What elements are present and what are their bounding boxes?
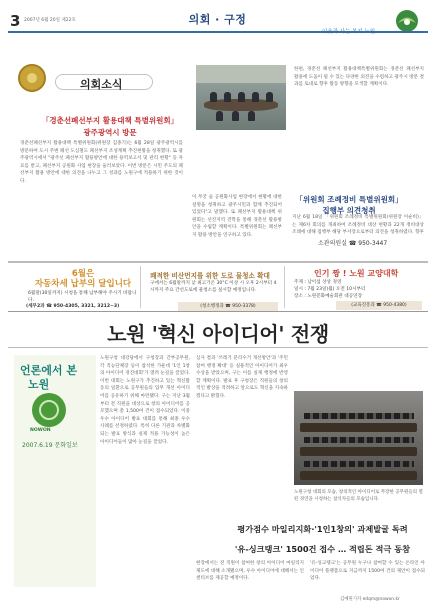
article-body-col3: 현장에서는 전 직원이 참여한 창의 아이디어 마일리지 제도에 대해 소개됐으며, 우수 아이디어에 대해서는 인센티브를 제공할 예정이다. bbox=[196, 561, 304, 582]
college-box-title: 인기 짱 ! 노원 교양대학 bbox=[314, 269, 399, 278]
press-logo-caption: NOWON bbox=[30, 428, 51, 433]
ordinance-body: 지난 6월 18일 「위원회 조례정비 특별위원회(위원장 이순희)」는 제6차 회의를 개최하여 조례정비 대상 현황과 22개 정비대상 조례에 대해 집행부 해당 부서장으로부터 의견을 청취하였다. 향후 bbox=[292, 215, 424, 236]
council-photo bbox=[294, 391, 423, 485]
page-number: 3 bbox=[10, 12, 21, 30]
tax-box-contact: (세무2과 ☎ 950-4305, 3321, 3212~3) bbox=[26, 304, 120, 309]
photo-caption: 노원구청 대회의 모습, 창의적인 아이디어로 무장한 공무원들의 열띤 경연을 시청하는 참석자들의 모습입니다. bbox=[294, 490, 423, 502]
press-date: 2007.6.19 문화일보 bbox=[22, 442, 78, 449]
article-headline: 노원 '혁신 아이디어' 전쟁 bbox=[107, 322, 329, 346]
ordinance-contact: 소관의원실 ☎ 950-3447 bbox=[318, 240, 388, 247]
council-emblem-icon bbox=[18, 64, 46, 92]
cleaning-box-title: 쾌적한 비산먼지를 위한 도로 물청소 확대 bbox=[150, 272, 270, 280]
nowon-circle-icon bbox=[32, 393, 66, 427]
sub-headline-1: 평가점수 마일리지화·'1인1창의' 과제발굴 독려 bbox=[237, 524, 408, 534]
box-divider bbox=[140, 266, 141, 308]
visit-title: 「경춘선폐선부지 활용대책 특별위원회」 광주광역시 방문 bbox=[41, 116, 179, 137]
cleaning-box-contact: (청소행정과 ☎ 950-3378) bbox=[178, 302, 278, 311]
article-body-col2: 심사 결과 '쓰레기 분리수거 개선방안'과 '주민 참여 행정 확대' 등 실용적인 아이디어가 최우수상을 받았으며, 구는 이를 실제 행정에 반영할 계획이다. 발표 후 구청장은 직원들의 창의적인 발상을 격려하고 앞으로도 혁신을 지속하겠다고 밝혔다. bbox=[196, 356, 288, 399]
headline-rule bbox=[8, 347, 428, 348]
list-item: 일시 : 7월 23일(월) 오전 10시부터 bbox=[294, 287, 366, 293]
tax-box-body: 6월말(30일까지) 시청을 통해 납부해야 주시기 바랍니다. bbox=[28, 291, 137, 304]
box-row-rule bbox=[8, 261, 428, 263]
list-item: 장소 : 노원문화예술회관 대공연장 bbox=[294, 294, 363, 300]
ordinance-title: 「위원회 조례정비 특별위원회」 집행부 의견청취 bbox=[295, 195, 403, 215]
headline-rule bbox=[8, 311, 428, 312]
press-nowon: 노원 bbox=[28, 378, 50, 391]
article-byline: 김예원기자 edqm@nowon.kr bbox=[340, 597, 400, 602]
section-heading: 의회소식 bbox=[80, 78, 123, 91]
article-body-col4: '유-싱크탱크'는 공무원 누구나 참여할 수 있는 온라인 아이디어 플랫폼으로 지금까지 1500여 건의 제안이 접수되었다. bbox=[310, 561, 425, 582]
visit-body: 경춘선폐선부지 활용대책 특별위원회(위원장 김종기)는 6월 28일 광주광역시를 방문하여 도시 주변 폐선 도심철도 폐선부지 조성계획 추진현황을 청취했다. 또 광주광역시에서 "광주선 폐선부지 활용방안에 대한 용역보고서 및 관리 현황" 등 자료를 받고, 폐선부지 공원화 사업 현장을 둘러보았다. 이번 방문은 시민 주도의 폐선부지 활용 방안에 대한 의견을 나누고 그 성과를 노원구에 적용하기 위한 것이다. bbox=[20, 141, 183, 184]
issue-date: 2007년 6월 20일 제22호 bbox=[24, 18, 76, 23]
section-title: 의회 · 구정 bbox=[188, 13, 247, 26]
cleaning-box-body: 구에서는 6월말까지 낮 최고기온 30°C 이상 시 오후 2시부터 4시까지 주요 간선도로에 물청소를 실시할 예정입니다. bbox=[150, 281, 277, 294]
tax-box-title: 6월은 자동차세 납부의 달입니다 bbox=[34, 269, 132, 289]
list-item: 주제 : 남이섬 상상 경영 bbox=[294, 280, 342, 285]
college-box-contact: (교육진흥과 ☎ 950-4380) bbox=[336, 301, 422, 310]
press-sidebar bbox=[14, 355, 96, 587]
visit-body-col3: 한편, 경춘선 폐선부지 활용대책특별위원회는 경춘선 폐선부지 활용에 도움이 될 수 있는 다양한 의견을 수렴하고 광주시 방문 결과를 토대로 향후 활동 방향을 모색할 계획이다. bbox=[294, 67, 424, 88]
article-body-col1: 노원구청 대강당에서 구청장과 간부공무원, 각 직능단체장 등이 참석한 가운데 '1인 1창의 아이디어 경진대회'가 열려 눈길을 끌었다. 이번 대회는 노원구가 추진하고 있는 혁신활동의 일환으로 공무원들의 업무 개선 아이디어를 공유하기 위해 마련됐다. 구는 지난 3월부터 전 직원을 대상으로 창의 아이디어를 공모했으며 총 1,500여 건이 접수되었다. 이중 우수 아이디어 발표 대회를 통해 최종 우수 사례를 선정하였다. 특히 다른 기관과 차별화되는 발표 방식과 실제 적용 가능성이 높은 아이디어들이 많아 눈길을 끌었다. bbox=[100, 356, 190, 445]
sub-headline-2: '유-싱크탱크' 1500건 접수 … 적립돈 적극 동참 bbox=[234, 544, 411, 554]
press-title: 언론에서 본 bbox=[20, 364, 77, 377]
header-rule bbox=[8, 31, 428, 33]
visit-body-col2: 이 무궁 숲 공원화사업 현장에서 현황에 대한 설명을 청취하고 광주시민과 함께 추진되어 있었다"고 말했다. 또 폐선부지 활용대책 위원회는 선진지역 견학을 통해 경춘선 활용방안을 수립할 계획이다. 특별위원회는 폐선부지 활용 방안을 연구하고 있다. bbox=[192, 195, 282, 238]
box-divider bbox=[284, 266, 285, 308]
meeting-photo bbox=[196, 65, 286, 130]
college-box-list bbox=[294, 279, 424, 301]
